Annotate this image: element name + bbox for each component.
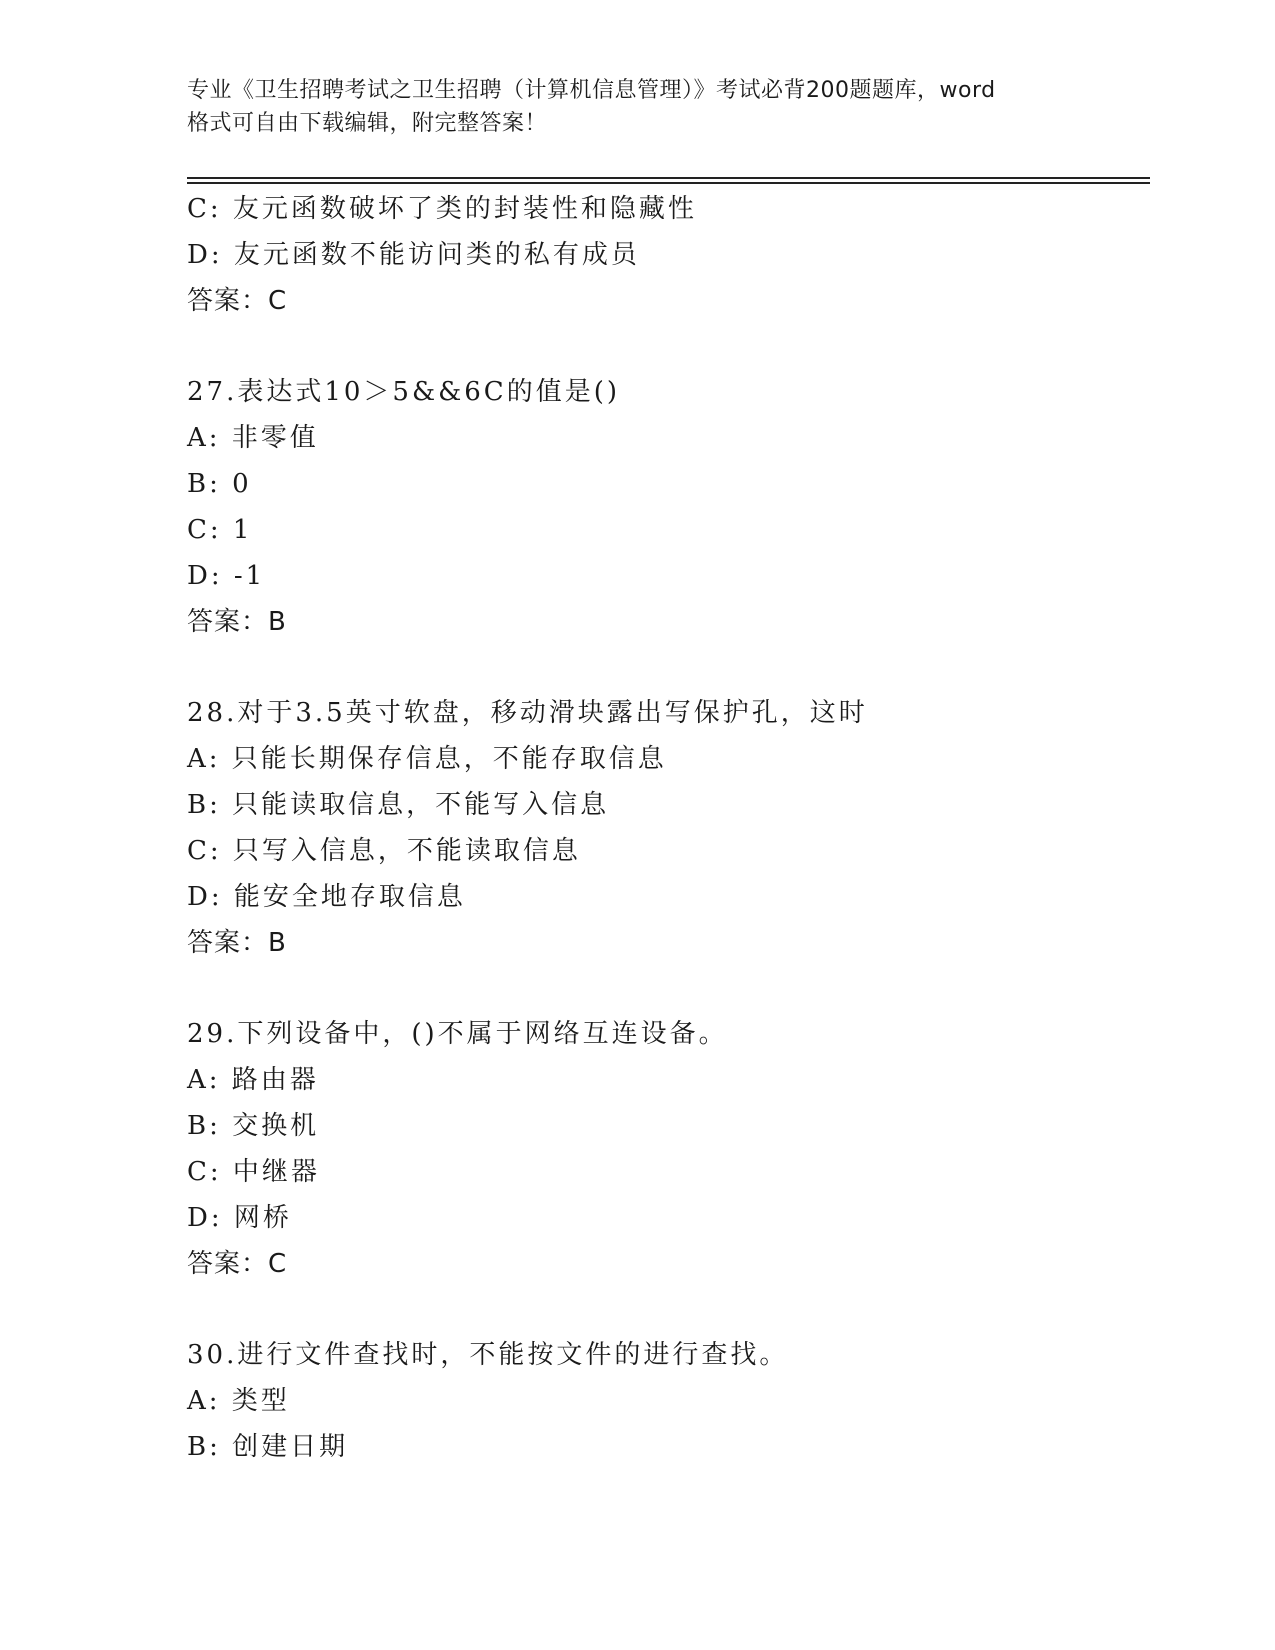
question-block-28 xyxy=(187,690,1147,966)
option-a: A: 路由器 xyxy=(187,1065,319,1095)
option-a: A: 非零值 xyxy=(187,423,319,453)
option-c: C: 中继器 xyxy=(187,1157,320,1187)
option-d: D: 友元函数不能访问类的私有成员 xyxy=(187,240,640,270)
answer-line: 答案：C xyxy=(187,286,288,316)
header-divider-bottom xyxy=(187,182,1150,184)
option-c: C: 只写入信息，不能读取信息 xyxy=(187,836,581,866)
document-header xyxy=(187,74,1087,140)
question-block-27 xyxy=(187,369,1147,645)
question-stem: 30.进行文件查找时，不能按文件的进行查找。 xyxy=(187,1340,789,1370)
question-list xyxy=(187,186,1147,1470)
question-stem: 27.表达式10＞5&&6C的值是() xyxy=(187,377,620,407)
option-a: A: 类型 xyxy=(187,1386,290,1416)
option-d: D: 网桥 xyxy=(187,1203,292,1233)
answer-line: 答案：C xyxy=(187,1249,288,1279)
header-line-1: 专业《卫生招聘考试之卫生招聘（计算机信息管理）》考试必背200题题库，word xyxy=(187,78,996,103)
answer-line: 答案：B xyxy=(187,928,287,958)
option-b: B: 交换机 xyxy=(187,1111,320,1141)
question-block-30 xyxy=(187,1332,1147,1470)
question-stem: 29.下列设备中，()不属于网络互连设备。 xyxy=(187,1019,728,1049)
option-d: D: -1 xyxy=(187,561,266,591)
question-block-partial xyxy=(187,186,1147,324)
option-b: B: 0 xyxy=(187,469,252,499)
option-a: A: 只能长期保存信息，不能存取信息 xyxy=(187,744,667,774)
question-block-29 xyxy=(187,1011,1147,1287)
option-b: B: 只能读取信息，不能写入信息 xyxy=(187,790,610,820)
option-c: C: 友元函数破坏了类的封装性和隐藏性 xyxy=(187,194,697,224)
option-d: D: 能安全地存取信息 xyxy=(187,882,466,912)
option-b: B: 创建日期 xyxy=(187,1432,349,1462)
header-divider-top xyxy=(187,177,1150,179)
header-line-2: 格式可自由下载编辑，附完整答案！ xyxy=(187,111,548,136)
option-c: C: 1 xyxy=(187,515,253,545)
question-stem: 28.对于3.5英寸软盘，移动滑块露出写保护孔，这时 xyxy=(187,698,868,728)
answer-line: 答案：B xyxy=(187,607,287,637)
